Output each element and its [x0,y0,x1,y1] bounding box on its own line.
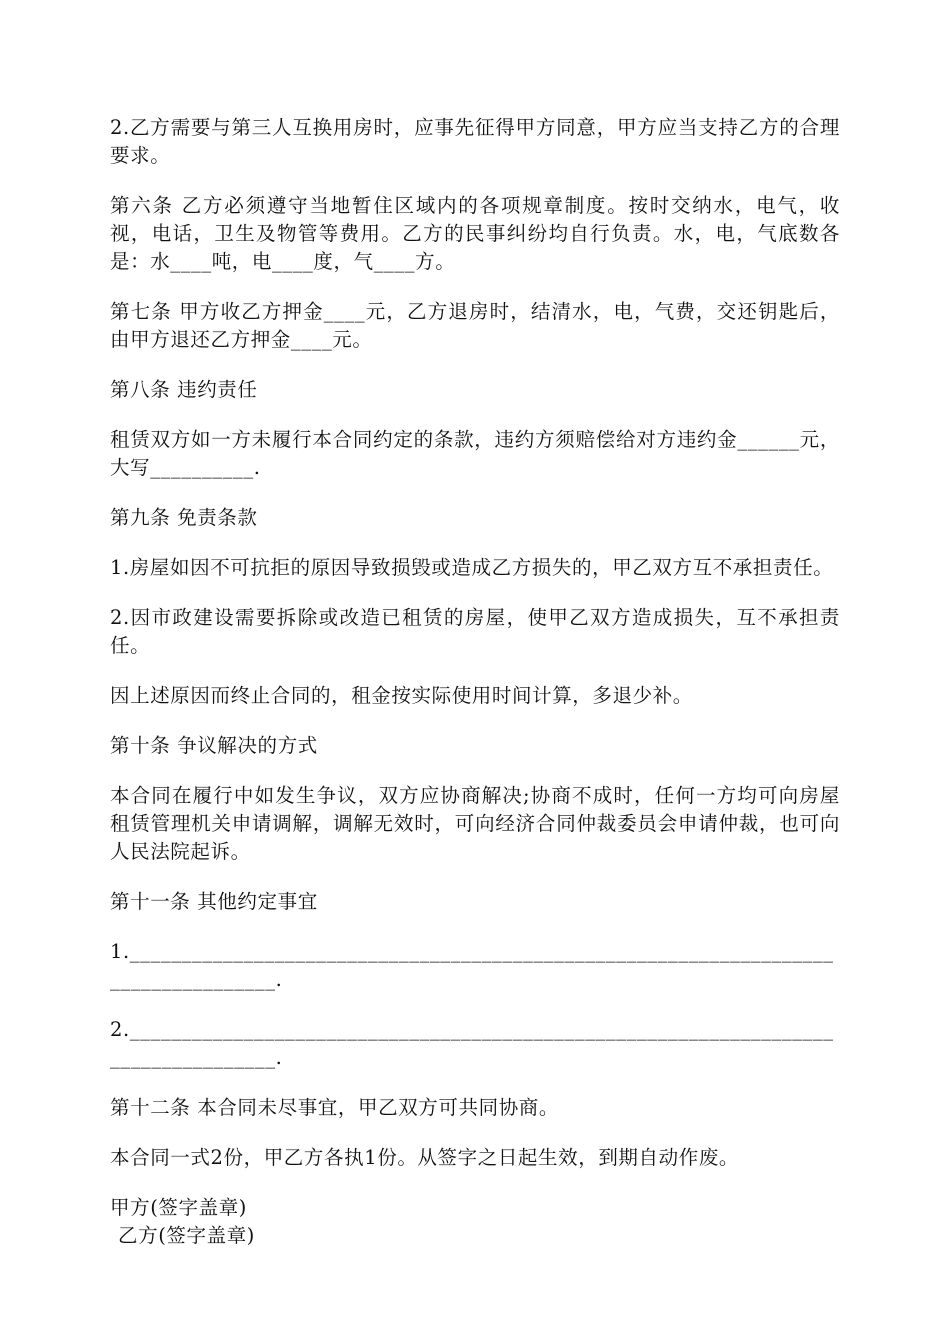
clause-10-body: 本合同在履行中如发生争议，双方应协商解决;协商不成时，任何一方均可向房屋租赁管理机关申请调解，调解无效时，可向经济合同仲裁委员会申请仲裁，也可向人民法院起诉。 [110,784,840,863]
clause-7: 第七条 甲方收乙方押金____元，乙方退房时，结清水，电，气费，交还钥匙后，由甲方退还乙方押金____元。 [110,300,840,351]
clause-11-heading: 第十一条 其他约定事宜 [110,890,318,913]
clause-11-item-2: 2.____________________________________________________________________________________. [110,1018,834,1069]
contract-page [110,114,840,1250]
clause-8-heading: 第八条 违约责任 [110,378,258,401]
clause-8-body: 租赁双方如一方未履行本合同约定的条款，违约方须赔偿给对方违约金______元，大写__________. [110,428,840,479]
clause-9-item-1: 1.房屋如因不可抗拒的原因导致损毁或造成乙方损失的，甲乙双方互不承担责任。 [110,556,834,579]
clause-12: 第十二条 本合同未尽事宜，甲乙双方可共同协商。 [110,1096,559,1119]
party-a-signature: 甲方(签字盖章) [110,1196,248,1219]
clause-9-item-2: 2.因市政建设需要拆除或改造已租赁的房屋，使甲乙双方造成损失，互不承担责任。 [110,606,840,657]
clause-11-item-1: 1.____________________________________________________________________________________. [110,940,834,991]
clause-9-heading: 第九条 免责条款 [110,506,258,529]
copies-statement: 本合同一式2份，甲乙方各执1份。从签字之日起生效，到期自动作废。 [110,1146,740,1169]
party-b-signature: 乙方(签字盖章) [118,1224,256,1247]
clause-9-note: 因上述原因而终止合同的，租金按实际使用时间计算，多退少补。 [110,684,693,707]
clause-5-item-2: 2.乙方需要与第三人互换用房时，应事先征得甲方同意，甲方应当支持乙方的合理要求。 [110,116,840,167]
clause-6: 第六条 乙方必须遵守当地暂住区域内的各项规章制度。按时交纳水，电气，收视，电话，卫生及物管等费用。乙方的民事纠纷均自行负责。水，电，气底数各是：水____吨，电____度，气____方。 [110,194,840,273]
clause-10-heading: 第十条 争议解决的方式 [110,734,318,757]
